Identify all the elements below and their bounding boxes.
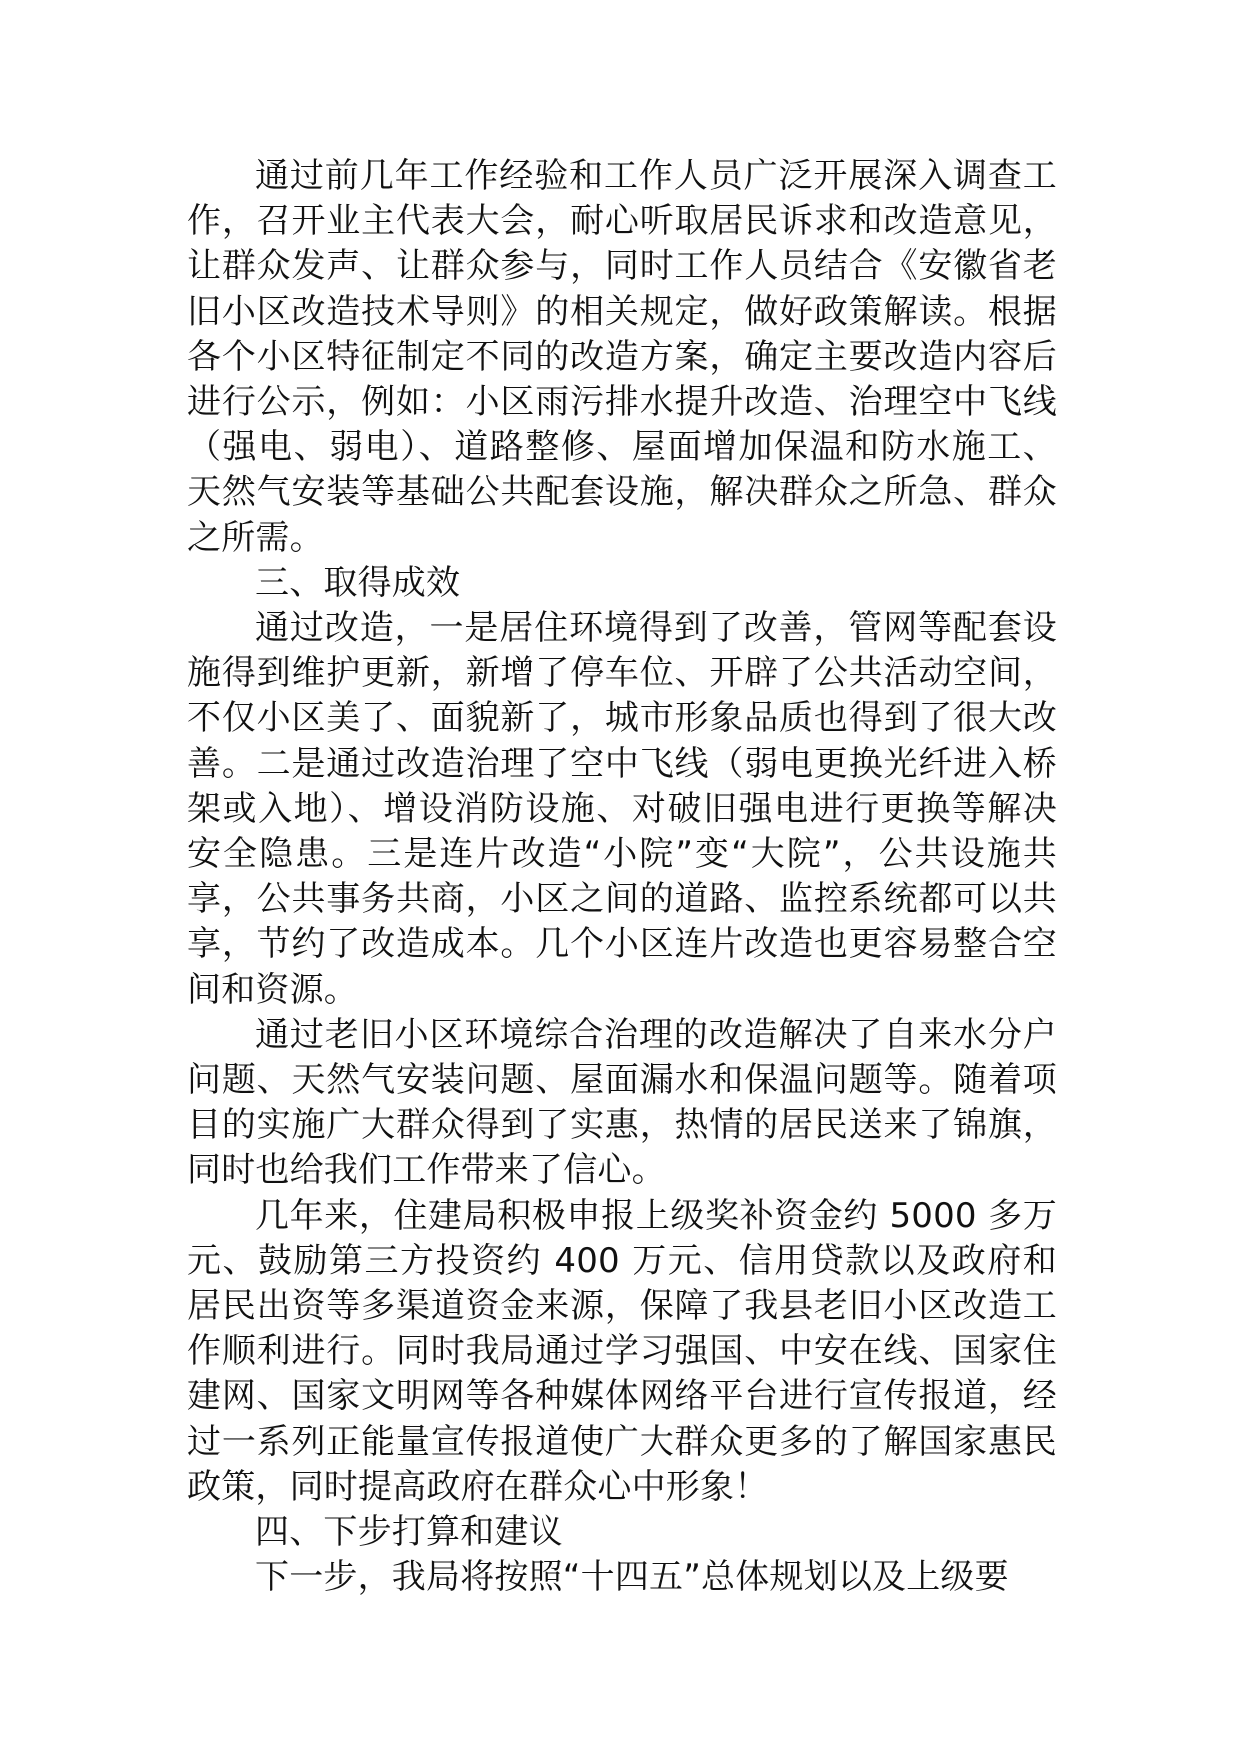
paragraph-funding-publicity: 几年来，住建局积极申报上级奖补资金约 5000 多万元、鼓励第三方投资约 400 万元、信用贷款以及政府和居民出资等多渠道资金来源，保障了我县老旧小区改造工作顺利进行。同时我局通过学习强国、中安在线、国家住建网、国家文明网等各种媒体网络平台进行宣传报道，经过一系列正能量宣传报道使广大群众更多的了解国家惠民政策，同时提高政府在群众心中形象！: [187, 1195, 1057, 1507]
section-heading-results: 三、取得成效: [255, 562, 461, 603]
paragraph-problems-solved: 通过老旧小区环境综合治理的改造解决了自来水分户问题、天然气安装问题、屋面漏水和保温问题等。随着项目的实施广大群众得到了实惠，热情的居民送来了锦旗，同时也给我们工作带来了信心。: [187, 1014, 1057, 1191]
paragraph-next-steps: 下一步，我局将按照“十四五”总体规划以及上级要: [255, 1557, 1009, 1598]
paragraph-results: 通过改造，一是居住环境得到了改善，管网等配套设施得到维护更新，新增了停车位、开辟了公共活动空间，不仅小区美了、面貌新了，城市形象品质也得到了很大改善。二是通过改造治理了空中飞线（弱电更换光纤进入桥架或入地）、增设消防设施、对破旧强电进行更换等解决安全隐患。三是连片改造“小院”变“大院”，公共设施共享，公共事务共商，小区之间的道路、监控系统都可以共享，节约了改造成本。几个小区连片改造也更容易整合空间和资源。: [187, 608, 1057, 1010]
section-heading-next-steps: 四、下步打算和建议: [255, 1512, 563, 1553]
document-body: [187, 154, 1057, 1601]
paragraph-consultation: 通过前几年工作经验和工作人员广泛开展深入调查工作，召开业主代表大会，耐心听取居民诉求和改造意见，让群众发声、让群众参与，同时工作人员结合《安徽省老旧小区改造技术导则》的相关规定，做好政策解读。根据各个小区特征制定不同的改造方案，确定主要改造内容后进行公示，例如：小区雨污排水提升改造、治理空中飞线（强电、弱电）、道路整修、屋面增加保温和防水施工、天然气安装等基础公共配套设施，解决群众之所急、群众之所需。: [187, 156, 1057, 558]
